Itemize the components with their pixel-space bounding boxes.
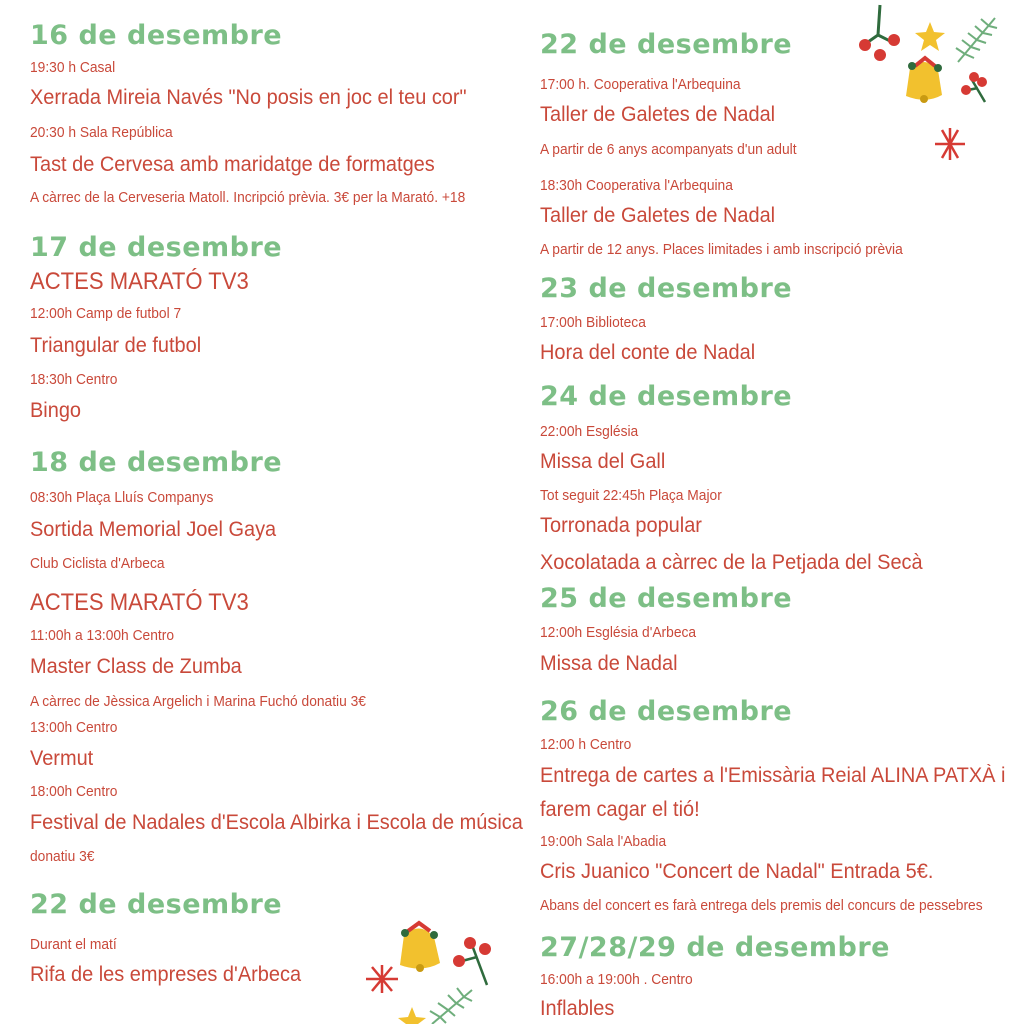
snowflake-icon bbox=[935, 128, 965, 160]
event-time: 18:00h Centro bbox=[30, 783, 118, 800]
event-title: Cris Juanico "Concert de Nadal" Entrada 5€. bbox=[540, 860, 934, 883]
event-title: Taller de Galetes de Nadal bbox=[540, 103, 776, 126]
event-time: 19:30 h Casal bbox=[30, 59, 116, 76]
event-time: 11:00h a 13:00h Centro bbox=[30, 627, 174, 644]
event-title: Vermut bbox=[30, 747, 94, 770]
event-time: Durant el matí bbox=[30, 936, 117, 953]
day-heading: 16 de desembre bbox=[30, 20, 283, 51]
day-heading: 27/28/29 de desembre bbox=[540, 932, 890, 963]
event-time: 08:30h Plaça Lluís Companys bbox=[30, 489, 214, 506]
pine-branch-icon bbox=[956, 18, 997, 62]
event-time: 17:00 h. Cooperativa l'Arbequina bbox=[540, 76, 741, 93]
event-title: Xerrada Mireia Navés "No posis en joc el teu cor" bbox=[30, 86, 467, 109]
event-note: A càrrec de Jèssica Argelich i Marina Fuchó donatiu 3€ bbox=[30, 693, 366, 710]
event-title: Xocolatada a càrrec de la Petjada del Secà bbox=[540, 551, 923, 574]
event-time: 17:00h Biblioteca bbox=[540, 314, 646, 331]
day-heading: 17 de desembre bbox=[30, 232, 283, 263]
event-title: Festival de Nadales d'Escola Albirka i Escola de música bbox=[30, 811, 523, 834]
event-title: Sortida Memorial Joel Gaya bbox=[30, 518, 277, 541]
christmas-decoration-top bbox=[850, 0, 1020, 170]
event-time: 12:00h Camp de futbol 7 bbox=[30, 305, 182, 322]
event-note: A partir de 12 anys. Places limitades i amb inscripció prèvia bbox=[540, 241, 903, 258]
event-note: A càrrec de la Cerveseria Matoll. Incripció prèvia. 3€ per la Marató. +18 bbox=[30, 189, 466, 206]
event-note: Abans del concert es farà entrega dels premis del concurs de pessebres bbox=[540, 897, 983, 914]
bell-icon bbox=[400, 923, 440, 972]
berries-icon bbox=[859, 5, 900, 61]
event-note: A partir de 6 anys acompanyats d'un adult bbox=[540, 141, 797, 158]
christmas-decoration-bottom bbox=[362, 915, 502, 1024]
berries-icon bbox=[961, 72, 987, 102]
snowflake-icon bbox=[366, 965, 398, 993]
section-label: ACTES MARATÓ TV3 bbox=[30, 268, 249, 295]
event-time: 16:00h a 19:00h . Centro bbox=[540, 971, 693, 988]
event-title: farem cagar el tió! bbox=[540, 798, 700, 821]
event-note: donatiu 3€ bbox=[30, 848, 95, 865]
day-heading: 26 de desembre bbox=[540, 696, 793, 727]
pine-branch-icon bbox=[430, 988, 472, 1024]
event-title: Missa de Nadal bbox=[540, 652, 678, 675]
day-heading: 18 de desembre bbox=[30, 447, 283, 478]
event-title: Master Class de Zumba bbox=[30, 655, 242, 678]
event-title: Inflables bbox=[540, 997, 615, 1020]
event-time: 12:00 h Centro bbox=[540, 736, 632, 753]
day-heading: 22 de desembre bbox=[30, 889, 283, 920]
star-icon bbox=[915, 22, 945, 51]
event-title: Rifa de les empreses d'Arbeca bbox=[30, 963, 302, 986]
event-time: 13:00h Centro bbox=[30, 719, 118, 736]
event-title: Triangular de futbol bbox=[30, 334, 202, 357]
star-icon bbox=[398, 1007, 426, 1024]
event-title: Tast de Cervesa amb maridatge de formatges bbox=[30, 153, 435, 176]
event-title: Missa del Gall bbox=[540, 450, 666, 473]
event-title: Hora del conte de Nadal bbox=[540, 341, 756, 364]
event-time: 20:30 h Sala República bbox=[30, 124, 173, 141]
event-time: 18:30h Centro bbox=[30, 371, 118, 388]
event-title: Bingo bbox=[30, 399, 82, 422]
event-time: 19:00h Sala l'Abadia bbox=[540, 833, 667, 850]
event-time: Tot seguit 22:45h Plaça Major bbox=[540, 487, 722, 504]
berries-icon bbox=[453, 937, 491, 985]
day-heading: 22 de desembre bbox=[540, 29, 793, 60]
event-time: 18:30h Cooperativa l'Arbequina bbox=[540, 177, 733, 194]
day-heading: 25 de desembre bbox=[540, 583, 793, 614]
day-heading: 24 de desembre bbox=[540, 381, 793, 412]
event-title: Taller de Galetes de Nadal bbox=[540, 204, 776, 227]
event-title: Entrega de cartes a l'Emissària Reial ALINA PATXÀ i bbox=[540, 764, 1006, 787]
event-title: Torronada popular bbox=[540, 514, 702, 537]
section-label: ACTES MARATÓ TV3 bbox=[30, 589, 249, 616]
event-note: Club Ciclista d'Arbeca bbox=[30, 555, 165, 572]
day-heading: 23 de desembre bbox=[540, 273, 793, 304]
event-time: 12:00h Església d'Arbeca bbox=[540, 624, 697, 641]
event-time: 22:00h Església bbox=[540, 423, 639, 440]
bell-icon bbox=[906, 58, 942, 103]
